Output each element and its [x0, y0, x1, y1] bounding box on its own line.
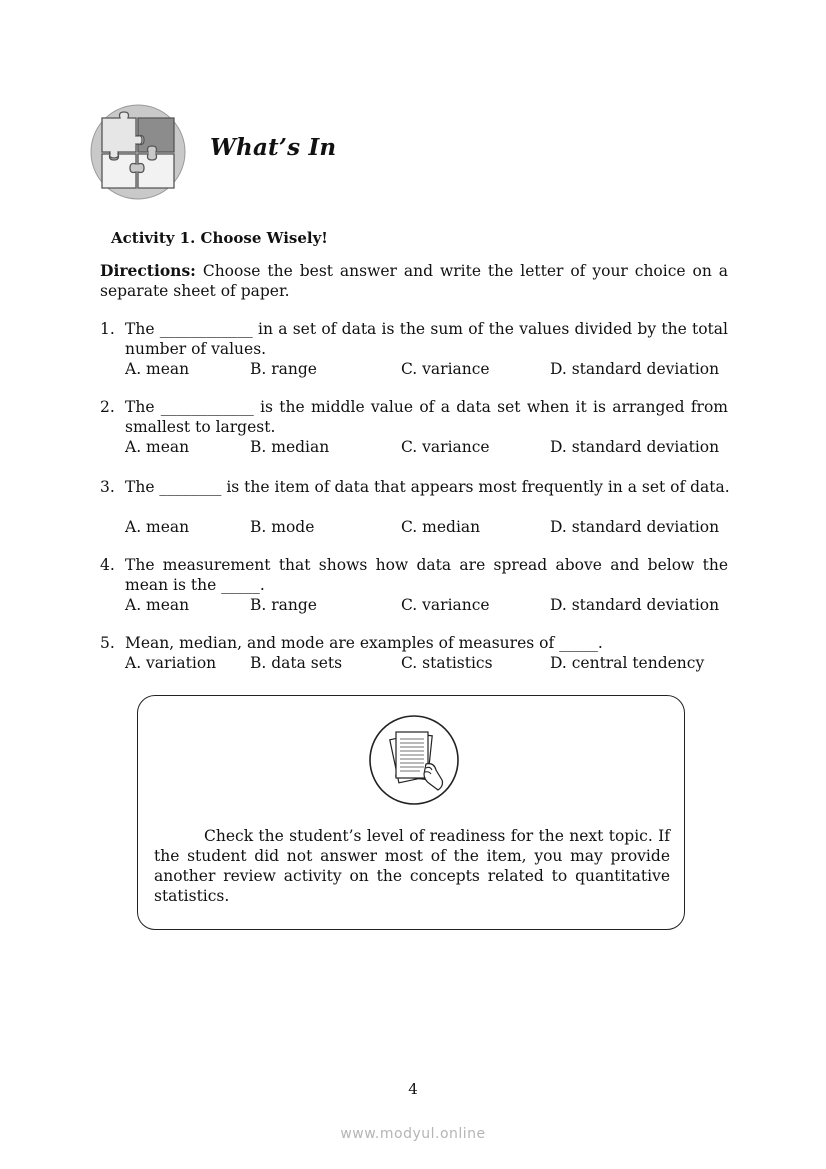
answer-choices: [125, 596, 745, 616]
choice-a: A. variation: [125, 654, 217, 672]
answer-choices: [125, 360, 745, 380]
teacher-note-text: Check the student’s level of readiness for the next topic. If the student did not answer most of the item, you may provide another review activity on the concepts related to quantitative statistics.: [154, 827, 670, 905]
question-text: The ________ is the item of data that appears most frequently in a set of data.: [125, 478, 730, 496]
papers-in-hand-icon: [368, 714, 460, 806]
choice-a: A. mean: [125, 518, 190, 536]
choice-c: C. median: [401, 518, 481, 536]
choice-c: C. variance: [401, 438, 490, 456]
choice-a: A. mean: [125, 360, 190, 378]
choice-b: B. median: [250, 438, 330, 456]
choice-d: D. standard deviation: [550, 596, 720, 614]
choice-d: D. standard deviation: [550, 438, 720, 456]
question-number: 3.: [100, 478, 115, 496]
choice-b: B. mode: [250, 518, 315, 536]
choice-c: C. variance: [401, 360, 490, 378]
choice-a: A. mean: [125, 596, 190, 614]
answer-choices: [125, 518, 745, 538]
question-number: 5.: [100, 634, 115, 652]
answer-choices: [125, 438, 745, 458]
choice-b: B. data sets: [250, 654, 343, 672]
directions-text: Choose the best answer and write the letter of your choice on a separate sheet of paper.: [100, 262, 728, 300]
teacher-note-box: [137, 695, 685, 930]
question-number: 2.: [100, 398, 115, 416]
question-number: 1.: [100, 320, 115, 338]
activity-title: Activity 1. Choose Wisely!: [111, 229, 328, 247]
directions: [100, 261, 728, 301]
directions-label: Directions:: [100, 261, 196, 280]
section-title: What’s In: [210, 134, 337, 161]
choice-d: D. standard deviation: [550, 360, 720, 378]
choice-b: B. range: [250, 596, 317, 614]
question-text: The ____________ is the middle value of a data set when it is arranged from smallest to largest.: [125, 398, 728, 436]
choice-a: A. mean: [125, 438, 190, 456]
question-text: The ____________ in a set of data is the sum of the values divided by the total number of values.: [125, 320, 728, 358]
question-text: The measurement that shows how data are spread above and below the mean is the _____.: [125, 556, 728, 594]
question-text: Mean, median, and mode are examples of measures of _____.: [125, 634, 603, 652]
choice-c: C. statistics: [401, 654, 493, 672]
choice-d: D. central tendency: [550, 654, 705, 672]
choice-d: D. standard deviation: [550, 518, 720, 536]
choice-b: B. range: [250, 360, 317, 378]
puzzle-icon: [90, 104, 186, 200]
answer-choices: [125, 654, 745, 674]
page-number: 4: [408, 1080, 418, 1098]
question-number: 4.: [100, 556, 115, 574]
choice-c: C. variance: [401, 596, 490, 614]
watermark: www.modyul.online: [340, 1126, 486, 1142]
